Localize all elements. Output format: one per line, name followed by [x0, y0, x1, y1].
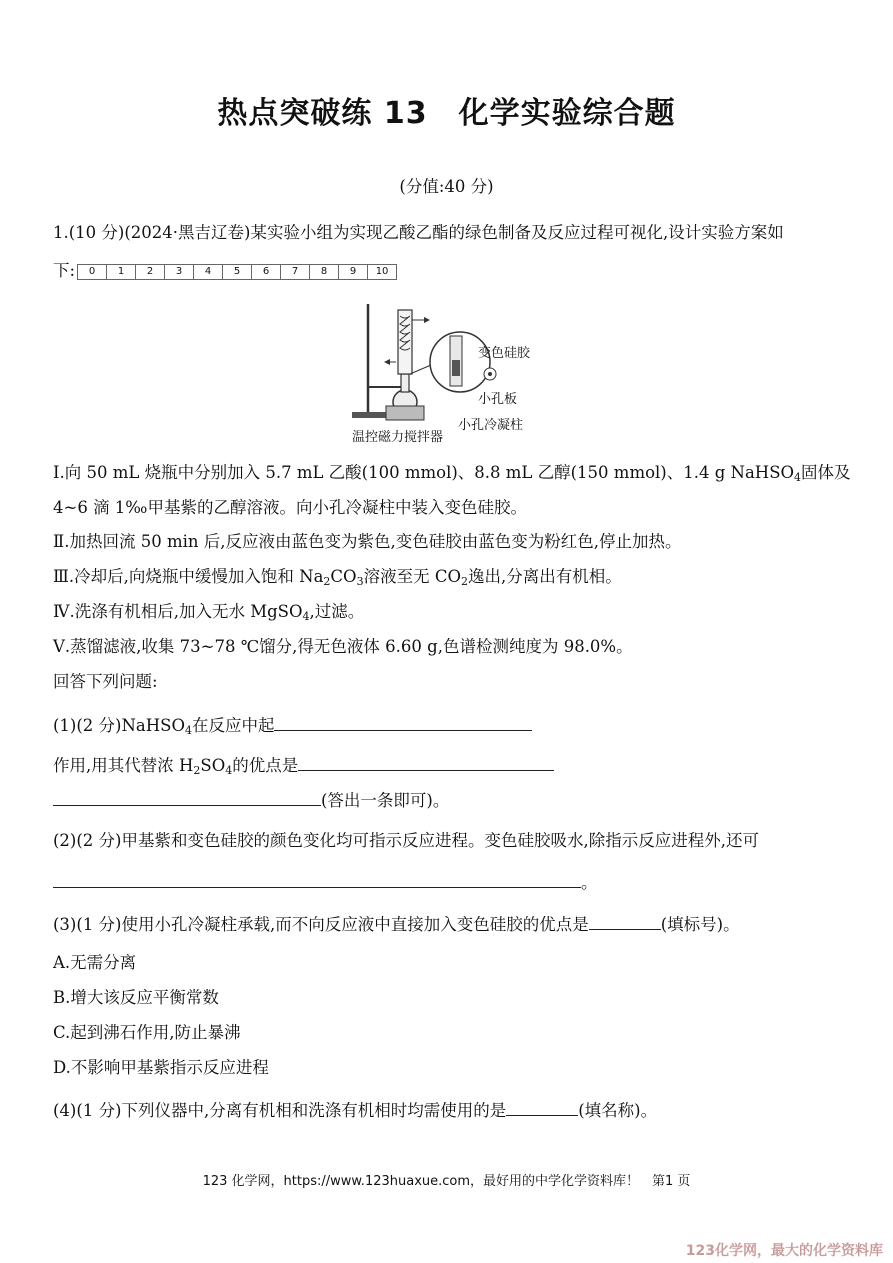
label-perforated-plate: 小孔板	[478, 392, 518, 407]
label-condenser-column: 小孔冷凝柱	[458, 418, 524, 433]
ruler-tick: 8	[309, 264, 338, 280]
ruler-tick: 3	[164, 264, 193, 280]
answer-blank[interactable]	[53, 871, 581, 888]
step-4: Ⅳ.洗涤有机相后,加入无水 MgSO$_4$,过滤。	[53, 602, 365, 623]
answer-blank[interactable]	[506, 1099, 578, 1116]
ruler-tick: 7	[280, 264, 309, 280]
step-5: Ⅴ.蒸馏滤液,收集 73~78 ℃馏分,得无色液体 6.60 g,色谱检测纯度为 98.0%。	[53, 637, 633, 656]
part-1: (1)(2 分)NaHSO$_4$在反应中起	[53, 714, 532, 737]
step-2: Ⅱ.加热回流 50 min 后,反应液由蓝色变为紫色,变色硅胶由蓝色变为粉红色,停止加热。	[53, 532, 682, 551]
page-title: 热点突破练 13 化学实验综合题	[217, 96, 676, 131]
step-3: Ⅲ.冷却后,向烧瓶中缓慢加入饱和 $Na_2CO_3$溶液至无 $CO_2$逸出,分离出有机相。	[53, 567, 622, 588]
option-d: D.不影响甲基紫指示反应进程	[53, 1058, 269, 1077]
part-2-cont: 。	[53, 871, 598, 894]
score-note: (分值:40 分)	[399, 177, 494, 196]
apparatus-figure	[350, 302, 540, 445]
step-1: Ⅰ.向 50 mL 烧瓶中分别加入 5.7 mL 乙酸(100 mmol)、8.8 mL 乙醇(150 mmol)、1.4 g NaHSO$_4$固体及	[53, 463, 851, 484]
answer-blank[interactable]	[298, 754, 554, 771]
answer-blank[interactable]	[589, 913, 661, 930]
timeline-ruler	[77, 264, 397, 280]
answer-blank[interactable]	[274, 714, 532, 731]
part-4: (4)(1 分)下列仪器中,分离有机相和洗涤有机相时均需使用的是 (填名称)。	[53, 1101, 658, 1120]
part-1-cont: 作用,用其代替浓 $H_2SO_4$的优点是	[53, 754, 554, 777]
label-stirrer: 温控磁力搅拌器	[352, 430, 444, 445]
q1-intro: 1.(10 分)(2024·黑吉辽卷)某实验小组为实现乙酸乙酯的绿色制备及反应过程可视化,设计实验方案如	[53, 223, 784, 242]
answer-blank[interactable]	[53, 789, 321, 806]
ruler-tick: 0	[77, 264, 106, 280]
ruler-tick: 10	[367, 264, 397, 280]
option-a: A.无需分离	[53, 953, 137, 972]
part-1-end: (答出一条即可)。	[53, 789, 449, 812]
ruler-tick: 6	[251, 264, 280, 280]
watermark: 123化学网，最大的化学资料库	[685, 1243, 883, 1259]
ruler-tick: 2	[135, 264, 164, 280]
ruler-tick: 5	[222, 264, 251, 280]
part-3: (3)(1 分)使用小孔冷凝柱承载,而不向反应液中直接加入变色硅胶的优点是 (填标号)。	[53, 915, 740, 934]
ruler-tick: 1	[106, 264, 135, 280]
q1-intro-cont: 下: 0 1 2 3 4 5 6 7 8 9 10	[53, 260, 397, 282]
option-b: B.增大该反应平衡常数	[53, 988, 219, 1007]
page-footer: 123 化学网，https://www.123huaxue.com，最好用的中学化学资料库！ 第1 页	[202, 1174, 691, 1189]
answer-prompt: 回答下列问题:	[53, 672, 158, 691]
part-2: (2)(2 分)甲基紫和变色硅胶的颜色变化均可指示反应进程。变色硅胶吸水,除指示反应进程外,还可	[53, 831, 759, 850]
ruler-tick: 4	[193, 264, 222, 280]
ruler-tick: 9	[338, 264, 367, 280]
label-color-gel: 变色硅胶	[478, 346, 531, 361]
option-c: C.起到沸石作用,防止暴沸	[53, 1023, 241, 1042]
step-1-cont: 4~6 滴 1‰甲基紫的乙醇溶液。向小孔冷凝柱中装入变色硅胶。	[53, 498, 527, 517]
